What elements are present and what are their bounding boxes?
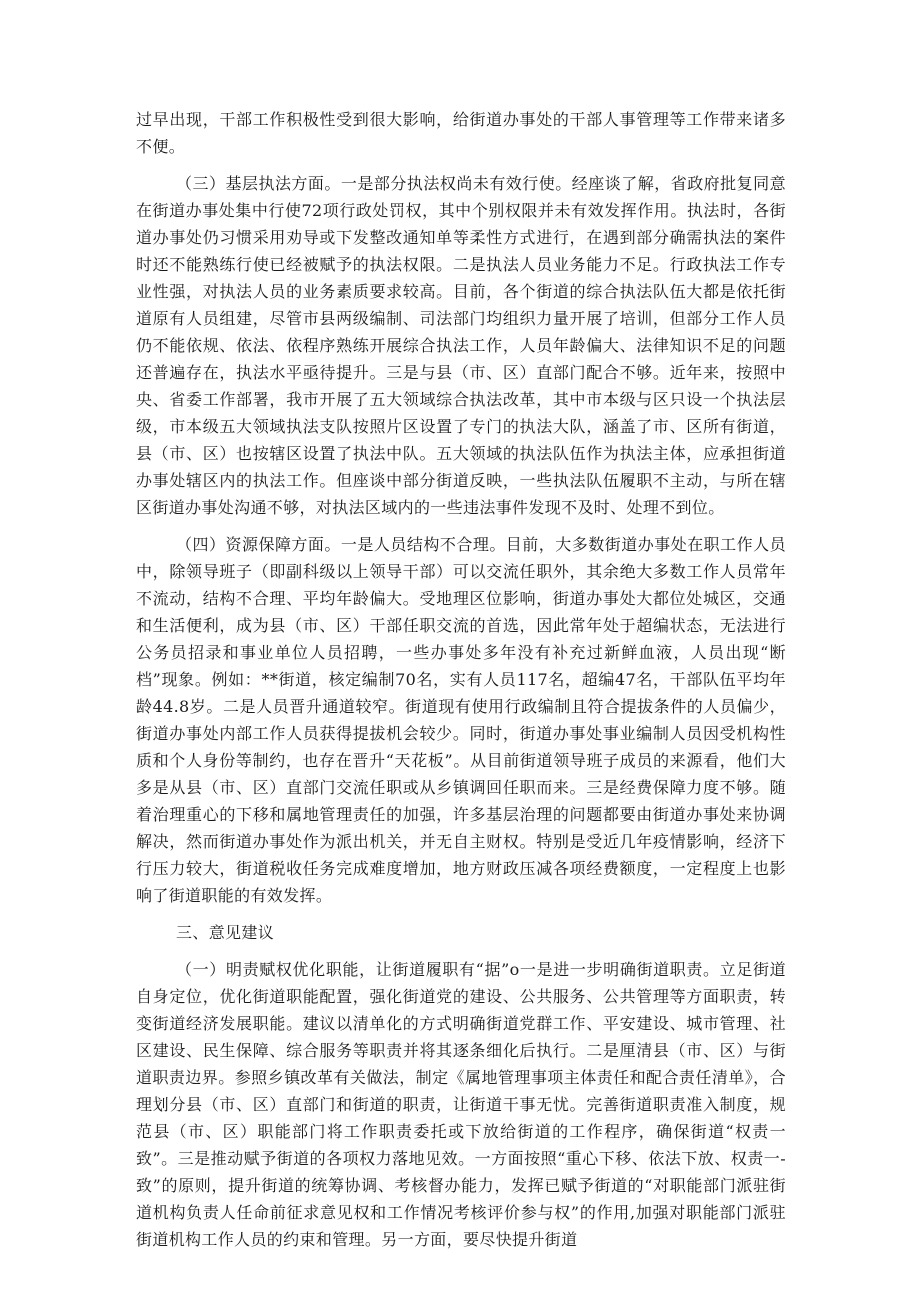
document-page	[136, 106, 786, 1253]
paragraph-continuation: 过早出现，干部工作积极性受到很大影响，给街道办事处的干部人事管理等工作带来诸多不便。	[136, 110, 786, 156]
paragraph-law-enforcement: （三）基层执法方面。一是部分执法权尚未有效行使。经座谈了解，省政府批复同意在街道办事处集中行使72项行政处罚权，其中个别权限并未有效发挥作用。执法时，各街道办事处仍习惯采用劝导或下发整改通知单等柔性方式进行，在遇到部分确需执法的案件时还不能熟练行使已经被赋予的执法权限。二是执法人员业务能力不足。行政执法工作专业性强，对执法人员的业务素质要求较高。目前，各个街道的综合执法队伍大都是依托街道原有人员组建，尽管市县两级编制、司法部门均组织力量开展了培训，但部分工作人员仍不能依规、依法、依程序熟练开展综合执法工作，人员年龄偏大、法律知识不足的问题还普遍存在，执法水平亟待提升。三是与县（市、区）直部门配合不够。近年来，按照中央、省委工作部署，我市开展了五大领域综合执法改革，其中市本级与区只设一个执法层级，市本级五大领域执法支队按照片区设置了专门的执法大队，涵盖了市、区所有街道，县（市、区）也按辖区设置了执法中队。五大领域的执法队伍作为执法主体，应承担街道办事处辖区内的执法工作。但座谈中部分街道反映，一些执法队伍履职不主动，与所在辖区街道办事处沟通不够，对执法区域内的一些违法事件发现不及时、处理不到位。	[136, 174, 786, 517]
paragraph-suggestions: （一）明责赋权优化职能，让街道履职有“据”o一是进一步明确街道职责。立足街道自身定位，优化街道职能配置，强化街道党的建设、公共服务、公共管理等方面职责，转变街道经济发展职能。建议以清单化的方式明确街道党群工作、平安建设、城市管理、社区建设、民生保障、综合服务等职责并将其逐条细化后执行。二是厘清县（市、区）与街道职责边界。参照乡镇改革有关做法，制定《属地管理事项主体责任和配合责任清单》，合理划分县（市、区）直部门和街道的职责，让街道干事无忧。完善街道职责准入制度，规范县（市、区）职能部门将工作职责委托或下放给街道的工作程序，确保街道“权责一致”。三是推动赋予街道的各项权力落地见效。一方面按照“重心下移、依法下放、权责一-致”的原则，提升街道的统筹协调、考核督办能力，发挥已赋予街道的“对职能部门派驻街道机构负责人任命前征求意见权和工作情况考核评价参与权”的作用,加强对职能部门派驻街道机构工作人员的约束和管理。另一方面，要尽快提升街道	[136, 960, 786, 1249]
paragraph-resources: （四）资源保障方面。一是人员结构不合理。目前，大多数街道办事处在职工作人员中，除领导班子（即副科级以上领导干部）可以交流任职外，其余绝大多数工作人员常年不流动，结构不合理、平均年龄偏大。受地理区位影响，街道办事处大都位处城区，交通和生活便利，成为县（市、区）干部任职交流的首选，因此常年处于超编状态，无法进行公务员招录和事业单位人员招聘，一些办事处多年没有补充过新鲜血液，人员出现“断档”现象。例如：**街道，核定编制70名，实有人员117名，超编47名，干部队伍平均年龄44.8岁。二是人员晋升通道较窄。街道现有使用行政编制且符合提拔条件的人员偏少，街道办事处内部工作人员获得提拔机会较少。同时，街道办事处事业编制人员因受机构性质和个人身份等制约，也存在晋升“天花板”。从目前街道领导班子成员的来源看，他们大多是从县（市、区）直部门交流任职或从乡镇调回任职而来。三是经费保障力度不够。随着治理重心的下移和属地管理责任的加强，许多基层治理的问题都要由街道办事处来协调解决，然而街道办事处作为派出机关，并无自主财权。特别是受近几年疫情影响，经济下行压力较大，街道税收任务完成难度增加，地方财政压减各项经费额度，一定程度上也影响了街道职能的有效发挥。	[136, 535, 786, 905]
section-heading: 三、意见建议	[176, 923, 275, 942]
